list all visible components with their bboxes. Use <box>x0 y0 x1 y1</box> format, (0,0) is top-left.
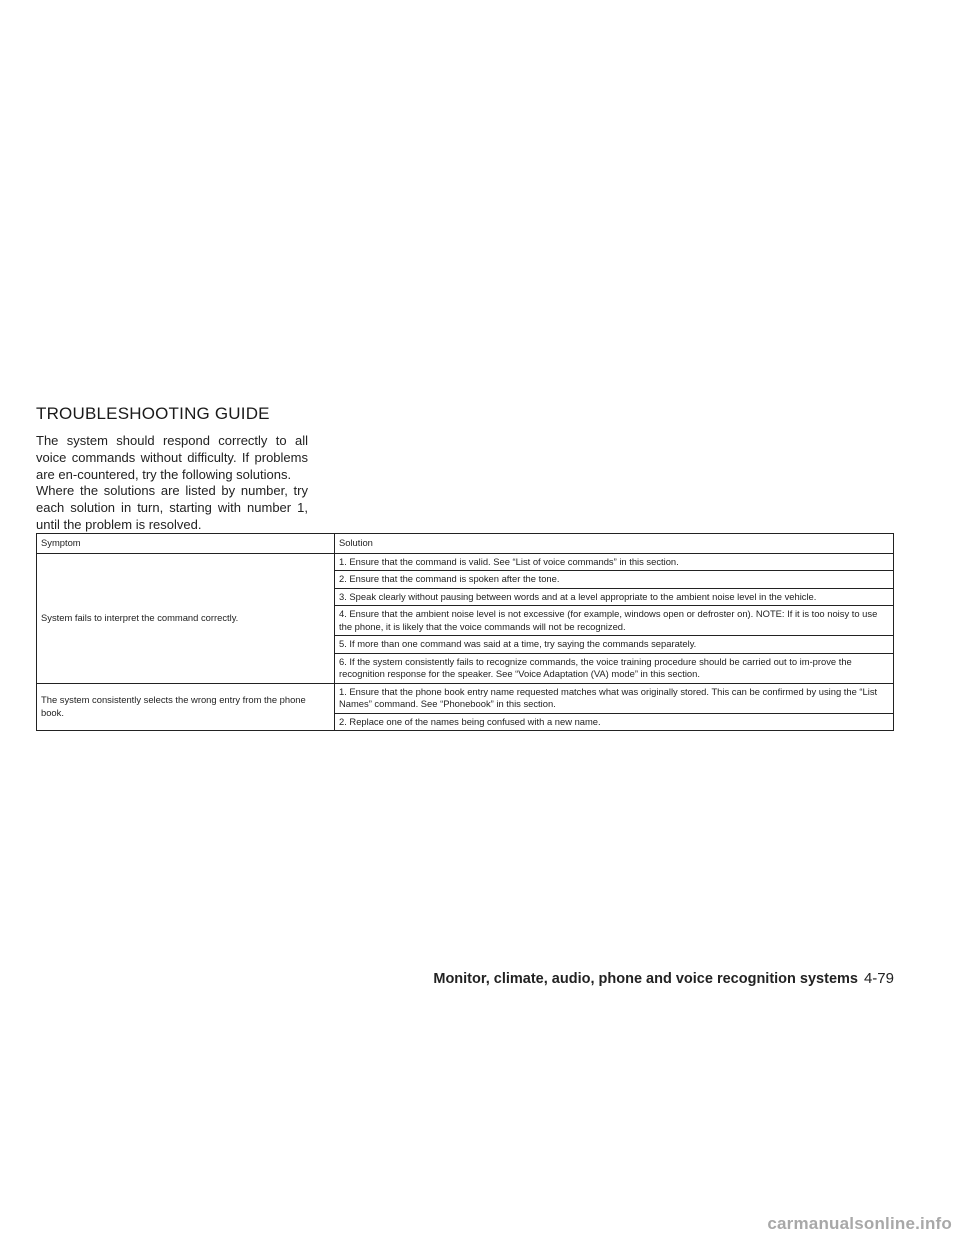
header-solution: Solution <box>335 534 894 554</box>
section-title: TROUBLESHOOTING GUIDE <box>36 404 270 423</box>
solution-cell: 3. Speak clearly without pausing between words and at a level appropriate to the ambient noise level in the vehicle. <box>335 588 894 606</box>
page-footer <box>428 970 894 988</box>
solution-cell: 2. Ensure that the command is spoken after the tone. <box>335 571 894 589</box>
solution-cell: 4. Ensure that the ambient noise level is not excessive (for example, windows open or defroster on). NOTE: If it is too noisy to use the phone, it is likely that the voice commands will not be recognized. <box>335 606 894 636</box>
intro-paragraph: The system should respond correctly to all voice commands without difficulty. If problems are en-countered, try the following solutions. <box>36 433 308 482</box>
solution-cell: 6. If the system consistently fails to recognize commands, the voice training procedure should be carried out to im-prove the recognition response for the speaker. See “Voice Adaptation (VA) mode” in this section. <box>335 653 894 683</box>
symptom-cell: The system consistently selects the wrong entry from the phone book. <box>37 683 335 731</box>
table-row <box>37 683 894 713</box>
table-header-row <box>37 534 894 554</box>
troubleshooting-table <box>36 533 894 731</box>
table-row <box>37 553 894 571</box>
watermark: carmanualsonline.info <box>767 1214 952 1233</box>
symptom-cell: System fails to interpret the command correctly. <box>37 553 335 683</box>
header-symptom: Symptom <box>37 534 335 554</box>
page-number: 4-79 <box>863 970 894 987</box>
solution-cell: 2. Replace one of the names being confused with a new name. <box>335 713 894 731</box>
solution-cell: 5. If more than one command was said at a time, try saying the commands separately. <box>335 636 894 654</box>
solution-cell: 1. Ensure that the phone book entry name requested matches what was originally stored. This can be confirmed by using the “List Names” command. See “Phonebook” in this section. <box>335 683 894 713</box>
chapter-title: Monitor, climate, audio, phone and voice recognition systems <box>433 971 858 987</box>
instructions-paragraph: Where the solutions are listed by number, try each solution in turn, starting with number 1, until the problem is resolved. <box>36 483 308 532</box>
solution-cell: 1. Ensure that the command is valid. See “List of voice commands” in this section. <box>335 553 894 571</box>
